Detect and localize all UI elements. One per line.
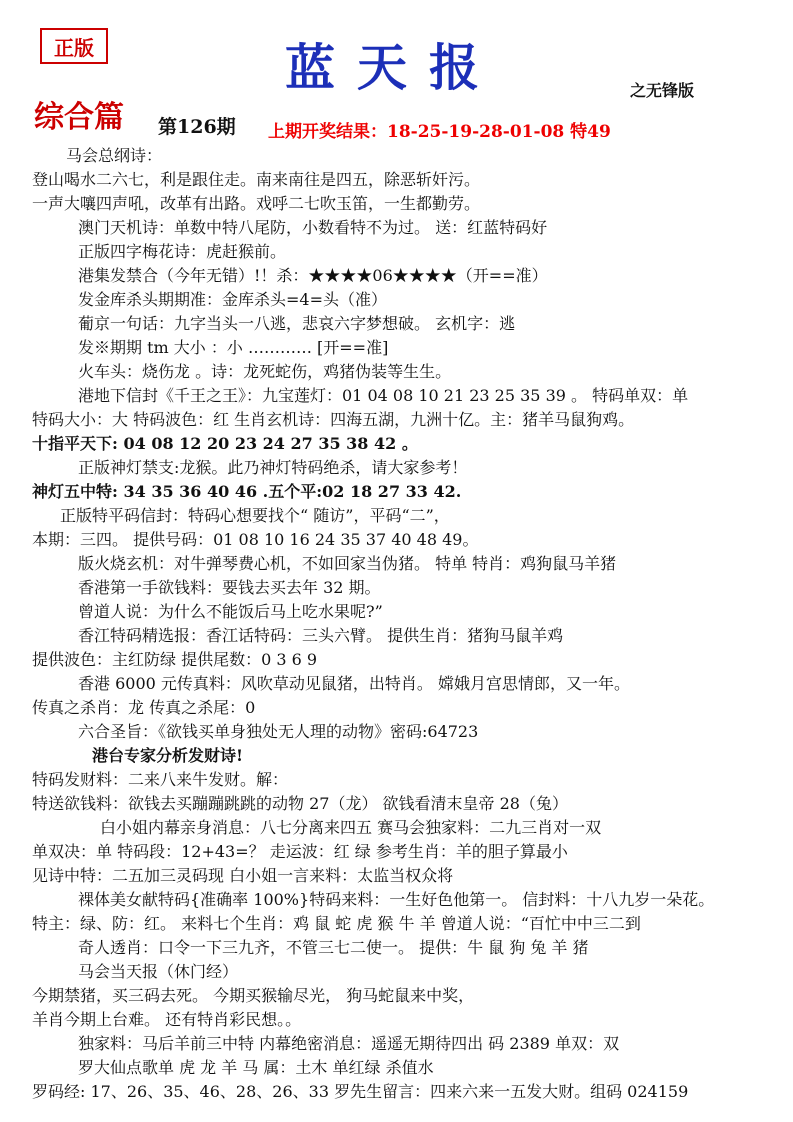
text-line: 传真之杀肖：龙 传真之杀尾：0 — [32, 698, 256, 717]
text-line: 见诗中特：二五加三灵码现 白小姐一言来料：太监当权众将 — [32, 866, 454, 885]
text-line: 港集发禁合（今年无错）!！杀：★★★★06★★★★（开==准） — [78, 266, 548, 285]
text-line: 提供波色：主红防绿 提供尾数：0 3 6 9 — [32, 650, 318, 669]
text-line: 香江特码精选报：香江话特码：三头六臂。 提供生肖：猪狗马鼠羊鸡 — [78, 626, 564, 645]
text-line: 香港第一手欲钱料：要钱去买去年 32 期。 — [78, 578, 381, 597]
text-line: 六合圣旨：《欲钱买单身独处无人理的动物》密码:64723 — [78, 722, 479, 741]
text-line: 罗码经: 17、26、35、46、28、26、33 罗先生留言：四来六来一五发大财。组码 024159 — [32, 1082, 689, 1101]
text-line: 登山喝水二六七，利是跟住走。南来南往是四五，除恶斩奸污。 — [32, 170, 481, 189]
text-line: 葡京一句话：九字当头一八逃，悲哀六字梦想破。 玄机字：逃 — [78, 314, 516, 333]
text-line: 本期：三四。 提供号码：01 08 10 16 24 35 37 40 48 49。 — [32, 530, 479, 549]
issue-number: 第126期 — [158, 116, 236, 138]
text-line: 正版神灯禁支:龙猴。此乃神灯特码绝杀，请大家参考！ — [78, 458, 468, 477]
text-line: 十指平天下: 04 08 12 20 23 24 27 35 38 42 。 — [32, 434, 418, 453]
text-line: 正版四字梅花诗：虎赶猴前。 — [78, 242, 287, 261]
text-line: 羊肖今期上台难。 还有特肖彩民想。。 — [32, 1010, 302, 1029]
text-line: 奇人透肖：口令一下三九齐，不管三七二使一。 提供：牛 鼠 狗 兔 羊 猪 — [78, 938, 589, 957]
newspaper-title: 蓝天报 — [285, 38, 501, 97]
text-line: 港台专家分析发财诗! — [92, 746, 244, 765]
text-line: 独家料：马后羊前三中特 内幕绝密消息：遥遥无期待四出 码 2389 单双：双 — [78, 1034, 620, 1053]
genuine-stamp: 正版 — [40, 28, 108, 64]
text-line: 曾道人说：为什么不能饭后马上吃水果呢?” — [78, 602, 383, 621]
text-line: 火车头：烧伤龙 。诗：龙死蛇伤，鸡猪伪装等生生。 — [78, 362, 452, 381]
text-line: 罗大仙点歌单 虎 龙 羊 马 属：土木 单红绿 杀值水 — [78, 1058, 434, 1077]
text-line: 正版特平码信封：特码心想要找个“ 随访”，平码“二”， — [60, 506, 450, 525]
text-line: 神灯五中特: 34 35 36 40 46 .五个平:02 18 27 33 42. — [32, 482, 462, 501]
text-line: 裸体美女献特码{准确率 100%}特码来料：一生好色他第一。 信封料：十八九岁一朵花。 — [78, 890, 715, 909]
section-title: 综合篇 — [34, 100, 124, 135]
text-line: 发金库杀头期期准：金库杀头=4=头（准） — [78, 290, 387, 309]
text-line: 马会当天报（休门经） — [78, 962, 239, 981]
text-line: 单双决：单 特码段：12+43=？ 走运波：红 绿 参考生肖：羊的胆子算最小 — [32, 842, 568, 861]
text-line: 一声大嚷四声吼，改革有出路。戏呼二七吹玉笛，一生都勤劳。 — [32, 194, 481, 213]
text-line: 版火烧玄机：对牛弹琴费心机，不如回家当伪猪。 特单 特肖：鸡狗鼠马羊猪 — [78, 554, 617, 573]
text-line: 白小姐内幕亲身消息：八七分离来四五 赛马会独家料：二九三肖对一双 — [100, 818, 602, 837]
text-line: 港地下信封《千王之王》：九宝莲灯：01 04 08 10 21 23 25 35 39 。 特码单双：单 — [78, 386, 689, 405]
text-line: 特送欲钱料：欲钱去买蹦蹦跳跳的动物 27（龙） 欲钱看清末皇帝 28（兔） — [32, 794, 568, 813]
text-line: 马会总纲诗： — [66, 146, 163, 165]
text-line: 特码大小：大 特码波色：红 生肖玄机诗：四海五湖，九洲十亿。主：猪羊马鼠狗鸡。 — [32, 410, 635, 429]
text-line: 发※期期 tm 大小 ：小 ………… [开==准] — [78, 338, 389, 357]
text-line: 香港 6000 元传真料：风吹草动见鼠猪，出特肖。 嫦娥月宫思情郎，又一年。 — [78, 674, 630, 693]
last-draw-result: 上期开奖结果：18-25-19-28-01-08 特49 — [268, 122, 611, 142]
text-line: 特码发财料：二来八来牛发财。解： — [32, 770, 289, 789]
text-line: 澳门天机诗：单数中特八尾防，小数看特不为过。 送：红蓝特码好 — [78, 218, 548, 237]
text-line: 特主：绿、防：红。 来料七个生肖：鸡 鼠 蛇 虎 猴 牛 羊 曾道人说：“百忙中中三二到 — [32, 914, 641, 933]
text-line: 今期禁猪，买三码去死。 今期买猴输尽光， 狗马蛇鼠来中奖， — [32, 986, 475, 1005]
edition-label: 之无锋版 — [630, 81, 695, 100]
